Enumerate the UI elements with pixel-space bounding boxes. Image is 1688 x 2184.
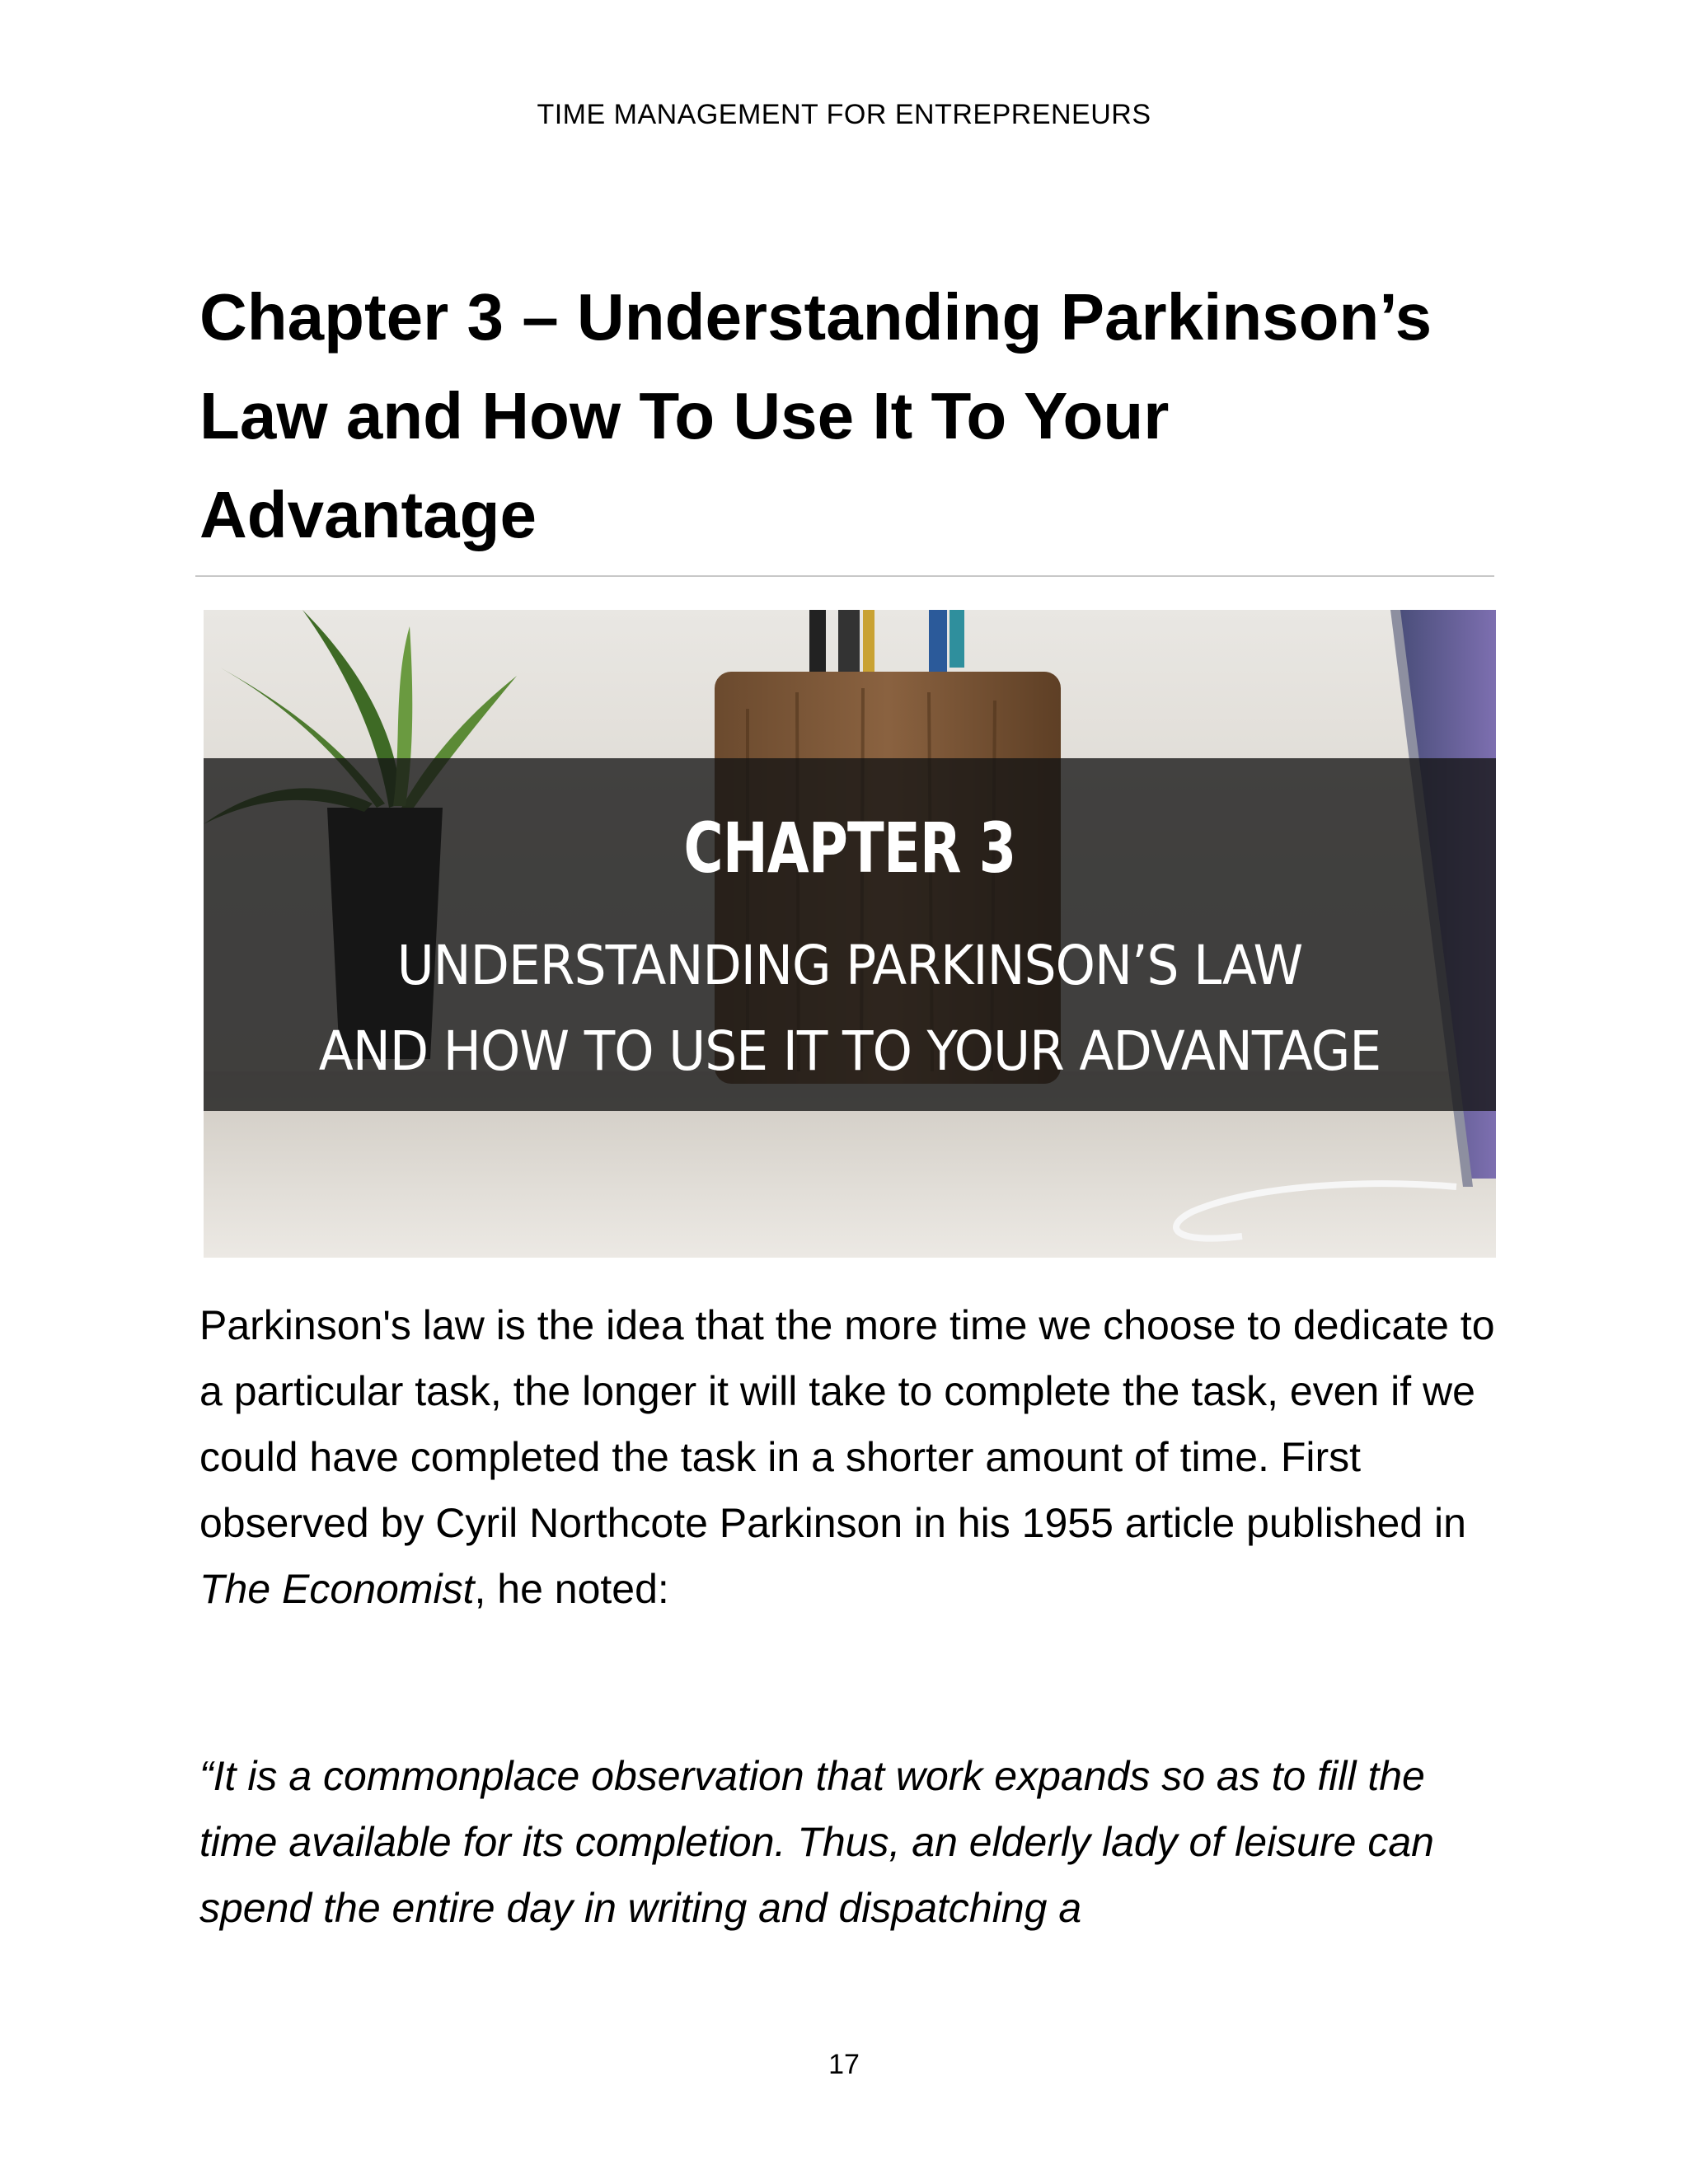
- title-divider: [195, 575, 1494, 577]
- banner-subtitle-line: AND HOW TO USE IT TO YOUR ADVANTAGE: [318, 1019, 1381, 1083]
- chapter-title: Chapter 3 – Understanding Parkinson’s Law and How To Use It To Your Advantage: [199, 280, 1432, 551]
- publication-title: The Economist: [199, 1566, 475, 1612]
- paragraph-text: Parkinson's law is the idea that the more time we choose to dedicate to a particular task, the longer it will take to complete the task, even if we could have completed the task in a shorter amount of time. First observed by Cyril Northcote Parkinson in his 1955 article published in: [199, 1302, 1495, 1546]
- banner-heading: CHAPTER 3: [683, 808, 1016, 888]
- body-paragraph: [199, 1292, 1502, 1622]
- banner-subtitle: [249, 923, 1451, 1094]
- page-number: 17: [828, 2049, 860, 2080]
- block-quote: “It is a commonplace observation that work expands so as to fill the time available for its completion. Thus, an elderly lady of leisure can spend the entire day in writing and dispatching a: [199, 1753, 1434, 1931]
- chapter-banner-image: [204, 610, 1496, 1258]
- running-header: TIME MANAGEMENT FOR ENTREPRENEURS: [537, 99, 1151, 130]
- banner-subtitle-line: UNDERSTANDING PARKINSON’S LAW: [396, 934, 1303, 997]
- paragraph-text: , he noted:: [474, 1566, 669, 1612]
